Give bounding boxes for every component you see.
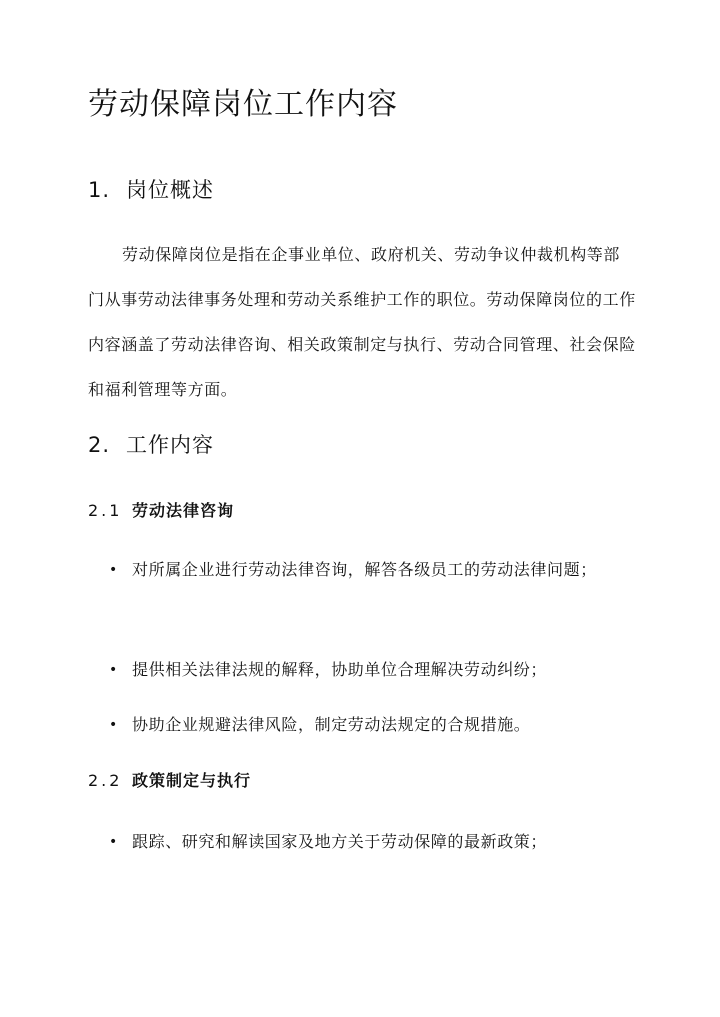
- bullet-icon: •: [109, 717, 118, 733]
- section-1-number: 1.: [88, 178, 111, 202]
- list-item: [106, 820, 652, 864]
- bullet-icon: •: [109, 562, 118, 578]
- document-title: 劳动保障岗位工作内容: [88, 87, 398, 122]
- list-item-text: 协助企业规避法律风险，制定劳动法规定的合规措施。: [132, 715, 531, 734]
- bullet-icon: •: [109, 662, 118, 678]
- section-2-title: 工作内容: [126, 433, 214, 457]
- section-2-number: 2.: [88, 433, 111, 457]
- list-item: [106, 548, 652, 592]
- bullet-icon: •: [109, 834, 118, 850]
- section-1-paragraph: 劳动保障岗位是指在企事业单位、政府机关、劳动争议仲裁机构等部门从事劳动法律事务处理和劳动关系维护工作的职位。劳动保障岗位的工作内容涵盖了劳动法律咨询、相关政策制定与执行、劳动合同管理、社会保险和福利管理等方面。: [88, 245, 636, 399]
- subsection-2-2-heading: [88, 769, 251, 793]
- section-1-title: 岗位概述: [126, 178, 214, 202]
- subsection-2-1-title: 劳动法律咨询: [132, 501, 235, 520]
- section-2-heading: [88, 430, 214, 460]
- subsection-2-1-number: 2.1: [88, 501, 123, 520]
- subsection-2-1-heading: [88, 499, 234, 523]
- list-item-text: 跟踪、研究和解读国家及地方关于劳动保障的最新政策；: [132, 832, 548, 851]
- section-1-heading: [88, 175, 214, 205]
- list-item-text: 对所属企业进行劳动法律咨询，解答各级员工的劳动法律问题；: [132, 560, 597, 579]
- list-item-text: 提供相关法律法规的解释，协助单位合理解决劳动纠纷；: [132, 660, 548, 679]
- list-item: [106, 703, 652, 747]
- subsection-2-2-number: 2.2: [88, 771, 123, 790]
- subsection-2-2-title: 政策制定与执行: [132, 771, 252, 790]
- list-item: [106, 648, 652, 692]
